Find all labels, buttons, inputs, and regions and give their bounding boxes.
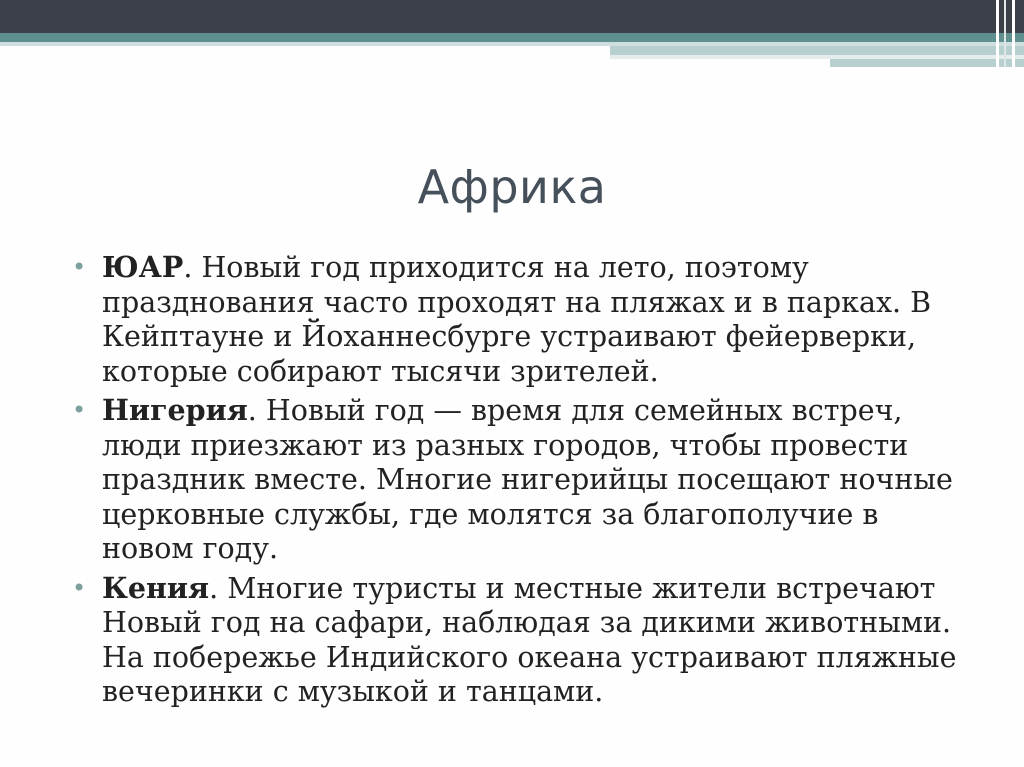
country-name: ЮАР (102, 250, 184, 284)
country-name: Кения (102, 570, 210, 605)
slide-title: Африка (417, 160, 607, 214)
header-band-dark (0, 0, 1024, 33)
bullet-dot-icon: • (72, 573, 87, 602)
bullet-text: . Новый год приходится на лето, поэтому празднования часто проходят на пляжах и в парках. В Кейптауне и Йоханнесбурге устраивают фейерверки, которые собирают тысячи зрителей. (102, 251, 932, 388)
bullet-text: . Многие туристы и местные жители встречают Новый год на сафари, наблюдая за дикими животными. На побережье Индийского океана устраивают пляжные вечеринки с музыкой и танцами. (102, 571, 957, 708)
bullet-item-kenya (66, 571, 971, 710)
header-divider-line (1004, 0, 1006, 67)
header-divider-line (1012, 0, 1015, 67)
bullet-item-south-africa (66, 250, 971, 389)
bullet-list (66, 250, 971, 714)
header-band-step (610, 46, 1024, 55)
header-band-teal (0, 33, 1024, 42)
country-name: Нигерия (102, 393, 248, 427)
bullet-dot-icon: • (72, 396, 87, 424)
bullet-dot-icon: • (72, 253, 87, 281)
bullet-text: . Новый год — время для семейных встреч, люди приезжают из разных городов, чтобы провести праздник вместе. Многие нигерийцы посещают ночные церковные службы, где молятся за благополучие в новом году. (102, 394, 953, 565)
header-band-step (830, 59, 1024, 67)
bullet-item-nigeria (66, 393, 971, 567)
header-divider-line (996, 0, 999, 67)
